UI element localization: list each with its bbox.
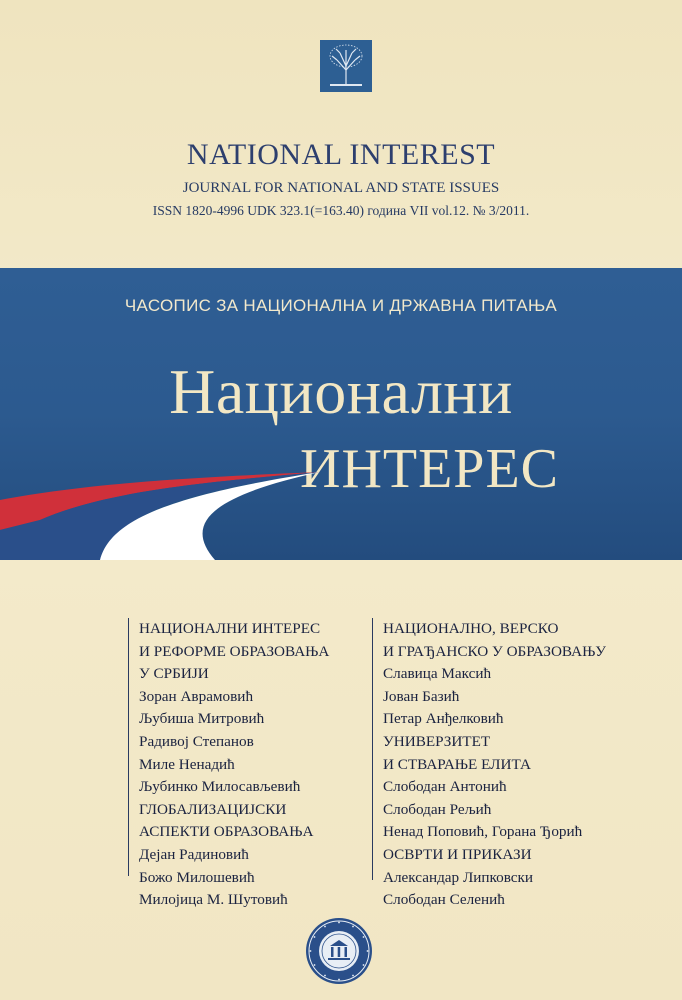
contents-entry: Милојица М. Шутовић — [139, 891, 288, 909]
subtitle-serbian: ЧАСОПИС ЗА НАЦИОНАЛНА И ДРЖАВНА ПИТАЊА — [124, 296, 558, 315]
contents-entry: Петар Анђелковић — [383, 710, 504, 728]
title-serbian-line1: Национални — [169, 356, 513, 427]
contents-entry: Божо Милошевић — [139, 868, 255, 886]
contents-entry: И ГРАЂАНСКО У ОБРАЗОВАЊУ — [383, 642, 607, 660]
contents-entry: Славица Максић — [383, 665, 492, 683]
contents-entry: Александар Липковски — [383, 868, 534, 886]
contents-entry: И РЕФОРМЕ ОБРАЗОВАЊА — [139, 642, 330, 660]
contents-column-left — [128, 618, 330, 909]
contents-entry: Љубиша Митровић — [139, 710, 265, 728]
issue-metadata: ISSN 1820-4996 UDK 323.1(=163.40) година VII vol.12. № 3/2011. — [152, 203, 530, 218]
contents-entry: Зоран Аврамовић — [139, 687, 254, 705]
contents-entry: Љубинко Милосављевић — [139, 778, 301, 796]
contents-entry: И СТВАРАЊЕ ЕЛИТА — [383, 755, 531, 773]
title-english: NATIONAL INTEREST — [186, 138, 496, 171]
contents-entry: ГЛОБАЛИЗАЦИЈСКИ — [139, 800, 287, 818]
contents-entry: Слободан Селенић — [383, 891, 505, 909]
contents-entry: Ненад Поповић, Горана Ђорић — [383, 823, 583, 841]
contents-entry: УНИВЕРЗИТЕТ — [383, 732, 491, 750]
contents-entry: Слободан Антонић — [383, 778, 507, 796]
contents-entry: Јован Базић — [383, 687, 460, 705]
contents-entry: НАЦИОНАЛНО, ВЕРСКО — [383, 620, 559, 637]
contents-entry: АСПЕКТИ ОБРАЗОВАЊА — [139, 823, 314, 841]
flag-road-graphic — [0, 460, 320, 560]
contents-entry: Радивој Степанов — [139, 732, 254, 750]
subtitle-english: JOURNAL FOR NATIONAL AND STATE ISSUES — [182, 180, 500, 196]
tree-logo-icon — [320, 40, 372, 92]
contents-entry: НАЦИОНАЛНИ ИНТЕРЕС — [139, 620, 321, 637]
contents-column-right — [372, 618, 607, 909]
title-serbian-line2: ИНТЕРЕС — [300, 438, 559, 500]
contents-entry: У СРБИЈИ — [139, 665, 209, 683]
contents-entry: Миле Ненадић — [139, 755, 235, 773]
contents-entry: Дејан Радиновић — [139, 845, 249, 863]
institute-seal-icon — [304, 916, 374, 986]
contents-entry: Слободан Рељић — [383, 800, 492, 818]
contents-entry: ОСВРТИ И ПРИКАЗИ — [383, 845, 532, 863]
